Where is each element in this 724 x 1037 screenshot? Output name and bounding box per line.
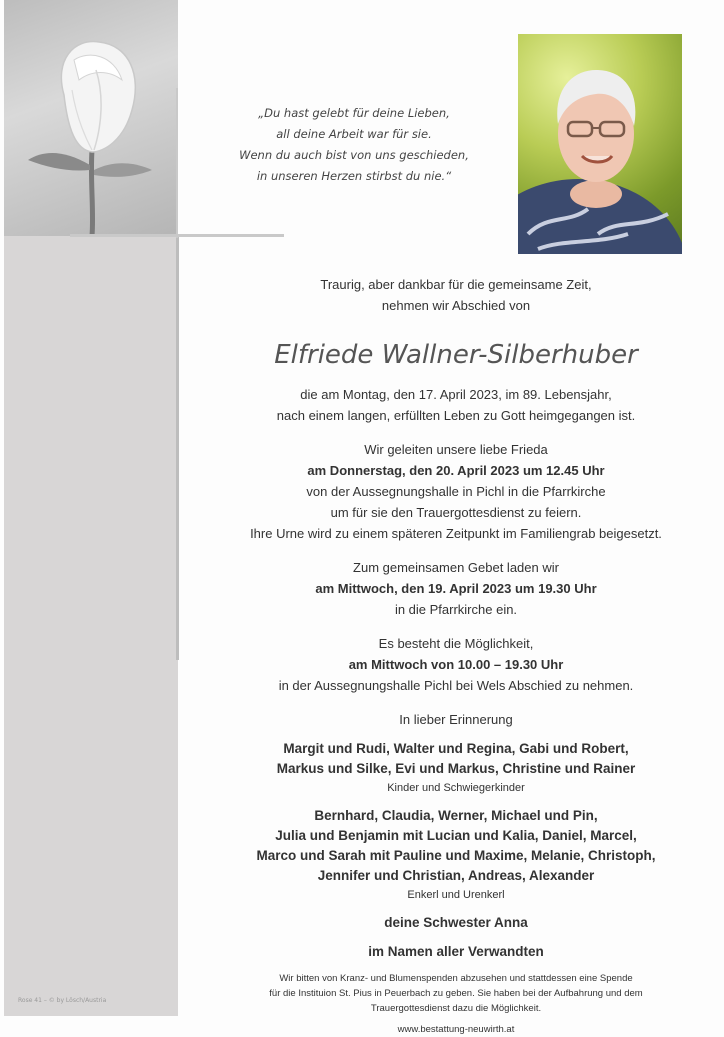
death-notice-line: die am Montag, den 17. April 2023, im 89. Lebensjahr, bbox=[300, 387, 612, 402]
image-copyright: Rose 41 – © by Lösch/Austria bbox=[18, 997, 107, 1004]
viewing-line: in der Aussegnungshalle Pichl bei Wels Abschied zu nehmen. bbox=[278, 678, 634, 693]
rose-panel bbox=[4, 0, 178, 236]
sister-line: deine Schwester Anna bbox=[384, 915, 528, 930]
portrait-photo bbox=[518, 34, 682, 254]
funeral-line: Ihre Urne wird zu einem späteren Zeitpunkt im Familiengrab beigesetzt. bbox=[250, 526, 662, 541]
death-notice-line: nach einem langen, erfüllten Leben zu Gott heimgegangen ist. bbox=[276, 408, 636, 423]
funeral-line: um für sie den Trauergottesdienst zu feiern. bbox=[330, 505, 582, 520]
quote-line: „Du hast gelebt für deine Lieben, bbox=[258, 106, 450, 120]
donation-line: Wir bitten von Kranz- und Blumenspenden abzusehen und stattdessen eine Spende bbox=[279, 973, 633, 984]
quote-line: all deine Arbeit war für sie. bbox=[276, 127, 432, 141]
grandchildren-label: Enkerl und Urenkerl bbox=[407, 889, 505, 901]
prayer-line: in die Pfarrkirche ein. bbox=[394, 602, 518, 617]
intro-line: Traurig, aber dankbar für die gemeinsame Zeit, bbox=[320, 277, 592, 292]
funeral-intro: Wir geleiten unsere liebe Frieda bbox=[364, 442, 548, 457]
intro-line: nehmen wir Abschied von bbox=[381, 298, 531, 313]
deceased-name: Elfriede Wallner-Silberhuber bbox=[274, 340, 638, 370]
children-names: Margit und Rudi, Walter und Regina, Gabi und Robert, bbox=[283, 741, 629, 756]
funeral-date: am Donnerstag, den 20. April 2023 um 12.45 Uhr bbox=[307, 463, 605, 478]
grandchildren-names: Bernhard, Claudia, Werner, Michael und Pin, bbox=[314, 808, 598, 823]
website-link[interactable]: www.bestattung-neuwirth.at bbox=[397, 1024, 515, 1035]
memory-heading: In lieber Erinnerung bbox=[399, 712, 513, 727]
grandchildren-names: Marco und Sarah mit Pauline und Maxime, Melanie, Christoph, bbox=[256, 848, 656, 863]
memorial-quote bbox=[224, 103, 484, 187]
quote-line: in unseren Herzen stirbst du nie.“ bbox=[256, 169, 452, 183]
viewing-intro: Es besteht die Möglichkeit, bbox=[378, 636, 534, 651]
donation-line: für die Instituion St. Pius in Peuerbach zu geben. Sie haben bei der Aufbahrung und dem bbox=[269, 988, 643, 999]
relatives-line: im Namen aller Verwandten bbox=[368, 944, 544, 959]
donation-line: Trauergottesdienst dazu die Möglichkeit. bbox=[370, 1003, 542, 1014]
children-names: Markus und Silke, Evi und Markus, Christine und Rainer bbox=[276, 761, 636, 776]
grandchildren-names: Jennifer und Christian, Andreas, Alexander bbox=[317, 868, 595, 883]
funeral-line: von der Aussegnungshalle in Pichl in die Pfarrkirche bbox=[306, 484, 606, 499]
viewing-time: am Mittwoch von 10.00 – 19.30 Uhr bbox=[348, 657, 564, 672]
decorative-vertical-line bbox=[176, 88, 178, 238]
quote-line: Wenn du auch bist von uns geschieden, bbox=[239, 148, 469, 162]
prayer-date: am Mittwoch, den 19. April 2023 um 19.30 Uhr bbox=[315, 581, 597, 596]
obituary-content bbox=[206, 274, 706, 1037]
white-rose-icon bbox=[4, 0, 178, 236]
grandchildren-names: Julia und Benjamin mit Lucian und Kalia, Daniel, Marcel, bbox=[275, 828, 637, 843]
prayer-intro: Zum gemeinsamen Gebet laden wir bbox=[353, 560, 559, 575]
strip-shadow bbox=[176, 236, 179, 660]
children-label: Kinder und Schwiegerkinder bbox=[387, 782, 525, 794]
